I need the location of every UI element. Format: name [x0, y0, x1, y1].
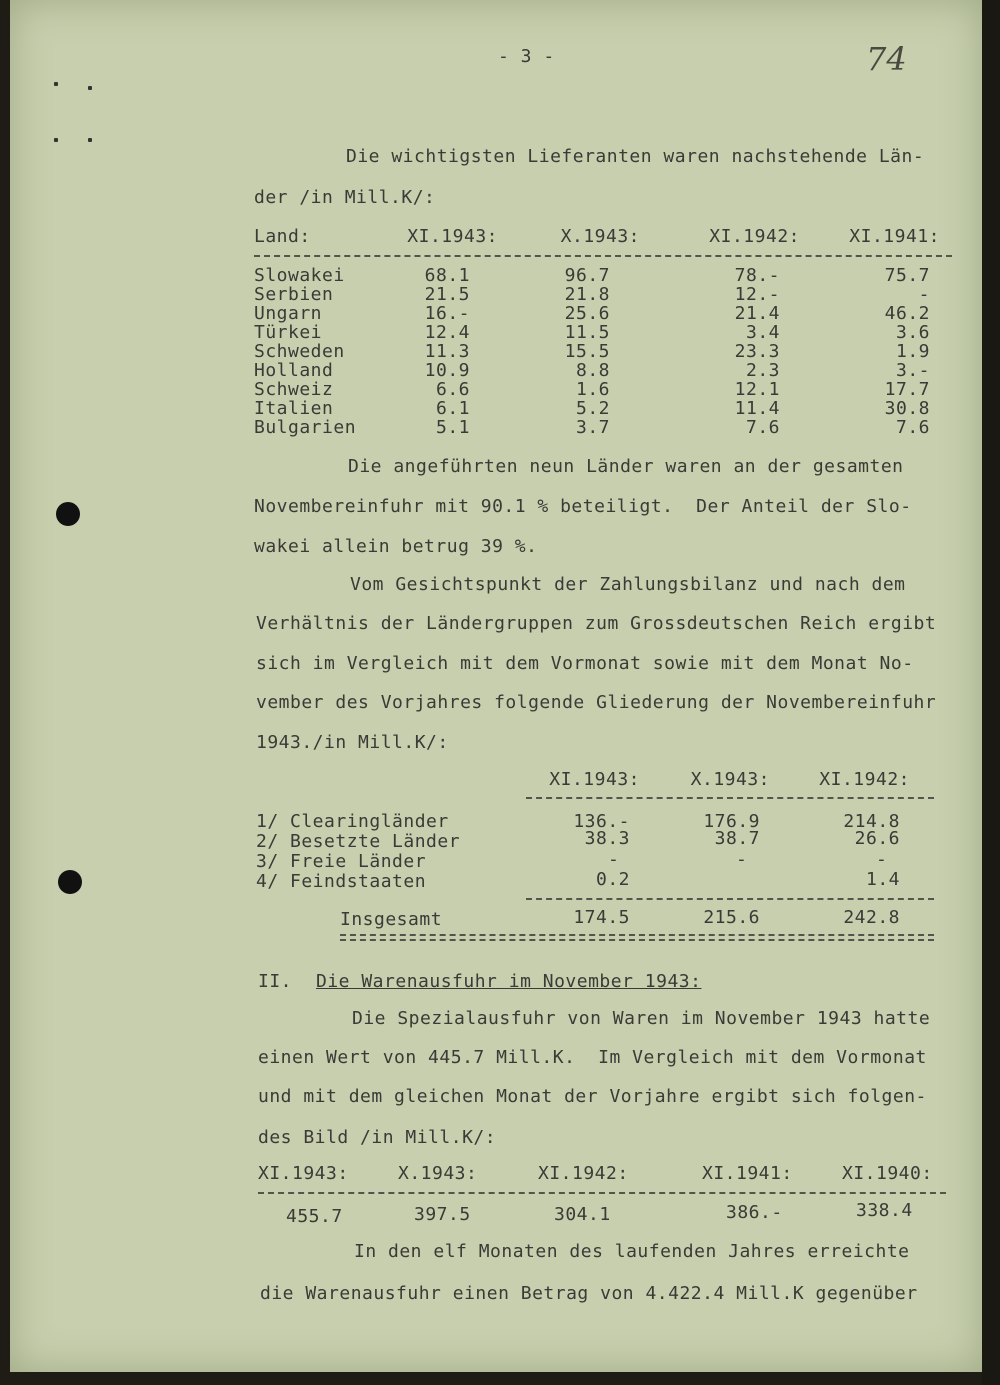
table-total-cell: 215.6	[703, 907, 760, 928]
paragraph-line: wakei allein betrug 39 %.	[254, 536, 538, 557]
table-cell: 7.6	[895, 417, 930, 438]
scan-mark	[54, 82, 58, 86]
paragraph-line: Die angeführten neun Länder waren an der gesamten	[348, 456, 904, 477]
table-cell: 21.8	[564, 284, 610, 305]
table-header: X.1943:	[690, 769, 770, 790]
paragraph-line: des Bild /in Mill.K/:	[258, 1127, 497, 1148]
table-cell: 6.6	[435, 379, 470, 400]
table-cell: 8.8	[575, 360, 610, 381]
table-cell: 23.3	[734, 341, 780, 362]
table-cell: Schweden	[254, 341, 345, 362]
table-cell: 1.9	[895, 341, 930, 362]
punch-hole	[56, 502, 80, 526]
table-header: Land:	[254, 226, 311, 247]
table-cell: 17.7	[884, 379, 930, 400]
table-cell: 75.7	[884, 265, 930, 286]
table-total-cell: 242.8	[843, 907, 900, 928]
table-cell: -	[918, 284, 930, 305]
table-cell: 136.-	[573, 811, 630, 832]
table-cell: 68.1	[424, 265, 470, 286]
paragraph-line: sich im Vergleich mit dem Vormonat sowie mit dem Monat No-	[256, 653, 914, 674]
table-rule	[258, 1192, 946, 1194]
table-cell: Italien	[254, 398, 334, 419]
table-cell: 5.2	[575, 398, 610, 419]
table-header: XI.1941:	[702, 1163, 793, 1184]
table-cell: 176.9	[703, 811, 760, 832]
scan-mark	[54, 138, 58, 142]
paragraph-line: die Warenausfuhr einen Betrag von 4.422.4 Mill.K gegenüber	[260, 1283, 918, 1304]
table-header: XI.1942:	[538, 1163, 629, 1184]
table-cell: Ungarn	[254, 303, 323, 324]
table-cell: 21.5	[424, 284, 470, 305]
table-cell: 11.3	[424, 341, 470, 362]
paragraph-line: Vom Gesichtspunkt der Zahlungsbilanz und nach dem	[350, 574, 906, 595]
table-cell: 38.7	[714, 828, 760, 849]
table-cell: 3.4	[745, 322, 780, 343]
table-cell: Schweiz	[254, 379, 334, 400]
table-cell: Serbien	[254, 284, 334, 305]
table-header: X.1943:	[560, 226, 640, 247]
table-cell: 3/ Freie Länder	[256, 851, 427, 872]
table-cell: 7.6	[745, 417, 780, 438]
table-cell: 455.7	[286, 1206, 343, 1227]
table-cell: 16.-	[424, 303, 470, 324]
table-rule	[254, 255, 952, 257]
paragraph-line: Verhältnis der Ländergruppen zum Grossdeutschen Reich ergibt	[256, 613, 937, 634]
table-cell: -	[736, 849, 748, 870]
table-cell: -	[876, 849, 888, 870]
table-cell: -	[608, 849, 620, 870]
paragraph-line: und mit dem gleichen Monat der Vorjahre ergibt sich folgen-	[258, 1086, 927, 1107]
table-cell: 5.1	[435, 417, 470, 438]
table-header: XI.1943:	[258, 1163, 349, 1184]
table-cell: 304.1	[554, 1204, 611, 1225]
section-title: Die Warenausfuhr im November 1943:	[316, 971, 702, 992]
table-cell: 11.5	[564, 322, 610, 343]
table-header: X.1943:	[398, 1163, 478, 1184]
handwritten-folio-number: 74	[866, 40, 907, 78]
paragraph-line: Novembereinfuhr mit 90.1 % beteiligt. Der Anteil der Slo-	[254, 496, 912, 517]
table-cell: 46.2	[884, 303, 930, 324]
paragraph-line: 1943./in Mill.K/:	[256, 732, 449, 753]
punch-hole	[58, 870, 82, 894]
table-cell: 4/ Feindstaaten	[256, 871, 427, 892]
table-header: XI.1942:	[819, 769, 910, 790]
paragraph-line: In den elf Monaten des laufenden Jahres erreichte	[354, 1241, 910, 1262]
table-cell: 10.9	[424, 360, 470, 381]
paragraph-line: Die Spezialausfuhr von Waren im November 1943 hatte	[352, 1008, 931, 1029]
intro-line: der /in Mill.K/:	[254, 187, 436, 208]
table-cell: 12.1	[734, 379, 780, 400]
paragraph-line: einen Wert von 445.7 Mill.K. Im Vergleich mit dem Vormonat	[258, 1047, 927, 1068]
page-number: - 3 -	[498, 46, 555, 67]
table-cell: 12.4	[424, 322, 470, 343]
table-cell: 397.5	[414, 1204, 471, 1225]
table-cell: 386.-	[726, 1202, 783, 1223]
table-cell: Türkei	[254, 322, 323, 343]
scan-mark	[88, 86, 92, 90]
table-cell: 30.8	[884, 398, 930, 419]
table-rule	[526, 797, 934, 799]
table-cell: 0.2	[595, 869, 630, 890]
table-header: XI.1942:	[709, 226, 800, 247]
table-cell: 12.-	[734, 284, 780, 305]
table-cell: 78.-	[734, 265, 780, 286]
table-cell: 15.5	[564, 341, 610, 362]
scan-mark	[88, 138, 92, 142]
table-cell: 1.4	[865, 869, 900, 890]
table-cell: 6.1	[435, 398, 470, 419]
table-cell: 38.3	[584, 828, 630, 849]
table-cell: Bulgarien	[254, 417, 357, 438]
paragraph-line: vember des Vorjahres folgende Gliederung der Novembereinfuhr	[256, 692, 937, 713]
table-rule	[526, 898, 934, 900]
table-total-label: Insgesamt	[340, 909, 443, 930]
table-cell: 1/ Clearingländer	[256, 811, 449, 832]
table-double-rule	[340, 934, 934, 941]
table-header: XI.1941:	[849, 226, 940, 247]
table-cell: 2/ Besetzte Länder	[256, 831, 461, 852]
scan-border	[982, 0, 1000, 1385]
table-cell: Slowakei	[254, 265, 345, 286]
section-number: II.	[258, 971, 293, 992]
table-total-cell: 174.5	[573, 907, 630, 928]
table-cell: 21.4	[734, 303, 780, 324]
table-cell: 25.6	[564, 303, 610, 324]
table-header: XI.1943:	[407, 226, 498, 247]
table-cell: 3.7	[575, 417, 610, 438]
table-header: XI.1940:	[842, 1163, 933, 1184]
table-cell: 214.8	[843, 811, 900, 832]
table-cell: 338.4	[856, 1200, 913, 1221]
table-cell: 3.6	[895, 322, 930, 343]
table-cell: 96.7	[564, 265, 610, 286]
intro-line: Die wichtigsten Lieferanten waren nachstehende Län-	[346, 146, 925, 167]
table-cell: 3.-	[895, 360, 930, 381]
document-page	[10, 0, 982, 1372]
table-cell: 1.6	[575, 379, 610, 400]
table-cell: Holland	[254, 360, 334, 381]
table-header: XI.1943:	[549, 769, 640, 790]
table-cell: 26.6	[854, 828, 900, 849]
table-cell: 11.4	[734, 398, 780, 419]
table-cell: 2.3	[745, 360, 780, 381]
